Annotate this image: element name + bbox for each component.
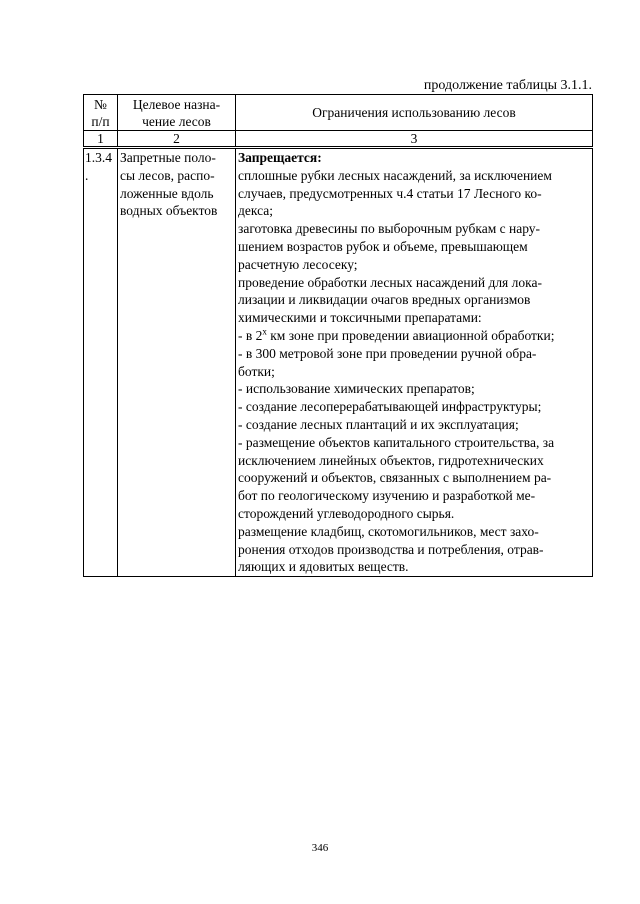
restriction-line: заготовка древесины по выборочным рубкам с нару- xyxy=(238,221,541,237)
restriction-line: сторождений углеводородного сырья. xyxy=(238,505,455,521)
row-number xyxy=(84,148,118,577)
row-restrictions xyxy=(236,148,593,577)
row-number-line2: . xyxy=(85,167,89,183)
restriction-line: бот по геологическому изучению и разработкой ме- xyxy=(238,488,536,504)
restriction-line: - создание лесных плантаций и их эксплуатация; xyxy=(238,416,519,432)
purpose-line: сы лесов, распо- xyxy=(120,167,215,183)
restriction-line: декса; xyxy=(238,203,273,219)
restriction-line: исключением линейных объектов, гидротехнических xyxy=(238,452,544,468)
row-purpose xyxy=(118,148,236,577)
page-number: 346 xyxy=(311,842,329,854)
table-header-row xyxy=(84,95,593,131)
restriction-line: лизации и ликвидации очагов вредных организмов xyxy=(238,292,531,308)
column-number-row xyxy=(84,131,593,148)
restriction-line: химическими и токсичными препаратами: xyxy=(238,310,482,326)
purpose-line: ложенные вдоль xyxy=(120,185,214,201)
restriction-line: - в 300 метровой зоне при проведении ручной обра- xyxy=(238,345,537,361)
restrictions-title: Запрещается: xyxy=(238,150,322,165)
restriction-line: ляющих и ядовитых веществ. xyxy=(238,559,409,575)
row-number-line1: 1.3.4 xyxy=(85,150,112,165)
restriction-line: ронения отходов производства и потребления, отрав- xyxy=(238,541,544,557)
restriction-line: - использование химических препаратов; xyxy=(238,381,475,397)
restrictions-table xyxy=(83,94,593,577)
table-caption: продолжение таблицы 3.1.1. xyxy=(423,78,592,93)
column-number-3: 3 xyxy=(236,131,593,148)
restriction-line: размещение кладбищ, скотомогильников, мест захо- xyxy=(238,523,539,539)
header-num-line1: № xyxy=(94,96,107,112)
column-number-1: 1 xyxy=(84,131,118,148)
aerial-superscript: х xyxy=(262,326,267,337)
header-num xyxy=(84,95,118,131)
header-purpose-line1: Целевое назна- xyxy=(132,96,221,112)
restriction-line: - размещение объектов капитального строительства, за xyxy=(238,434,555,450)
header-restrictions: Ограничения использованию лесов xyxy=(236,95,593,131)
purpose-line: Запретные поло- xyxy=(120,150,216,165)
header-purpose xyxy=(118,95,236,131)
restriction-line: сооружений и объектов, связанных с выполнением ра- xyxy=(238,470,552,486)
header-num-line2: п/п xyxy=(91,113,110,129)
restriction-line: ботки; xyxy=(238,363,275,379)
purpose-line: водных объектов xyxy=(120,203,218,219)
restriction-line: сплошные рубки лесных насаждений, за исключением xyxy=(238,167,552,183)
restriction-line: проведение обработки лесных насаждений для лока- xyxy=(238,274,542,290)
aerial-text-post: км зоне при проведении авиационной обработки; xyxy=(266,327,555,343)
header-purpose-line2: чение лесов xyxy=(142,113,211,129)
table-row xyxy=(84,148,593,577)
restriction-line: - создание лесоперерабатывающей инфраструктуры; xyxy=(238,399,542,415)
aerial-text-pre: - в 2 xyxy=(238,327,263,343)
restriction-line-aerial xyxy=(238,327,591,345)
restriction-line: случаев, предусмотренных ч.4 статьи 17 Лесного ко- xyxy=(238,185,542,201)
restriction-line: расчетную лесосеку; xyxy=(238,256,358,272)
restriction-line: шением возрастов рубок и объеме, превышающем xyxy=(238,238,528,254)
column-number-2: 2 xyxy=(118,131,236,148)
